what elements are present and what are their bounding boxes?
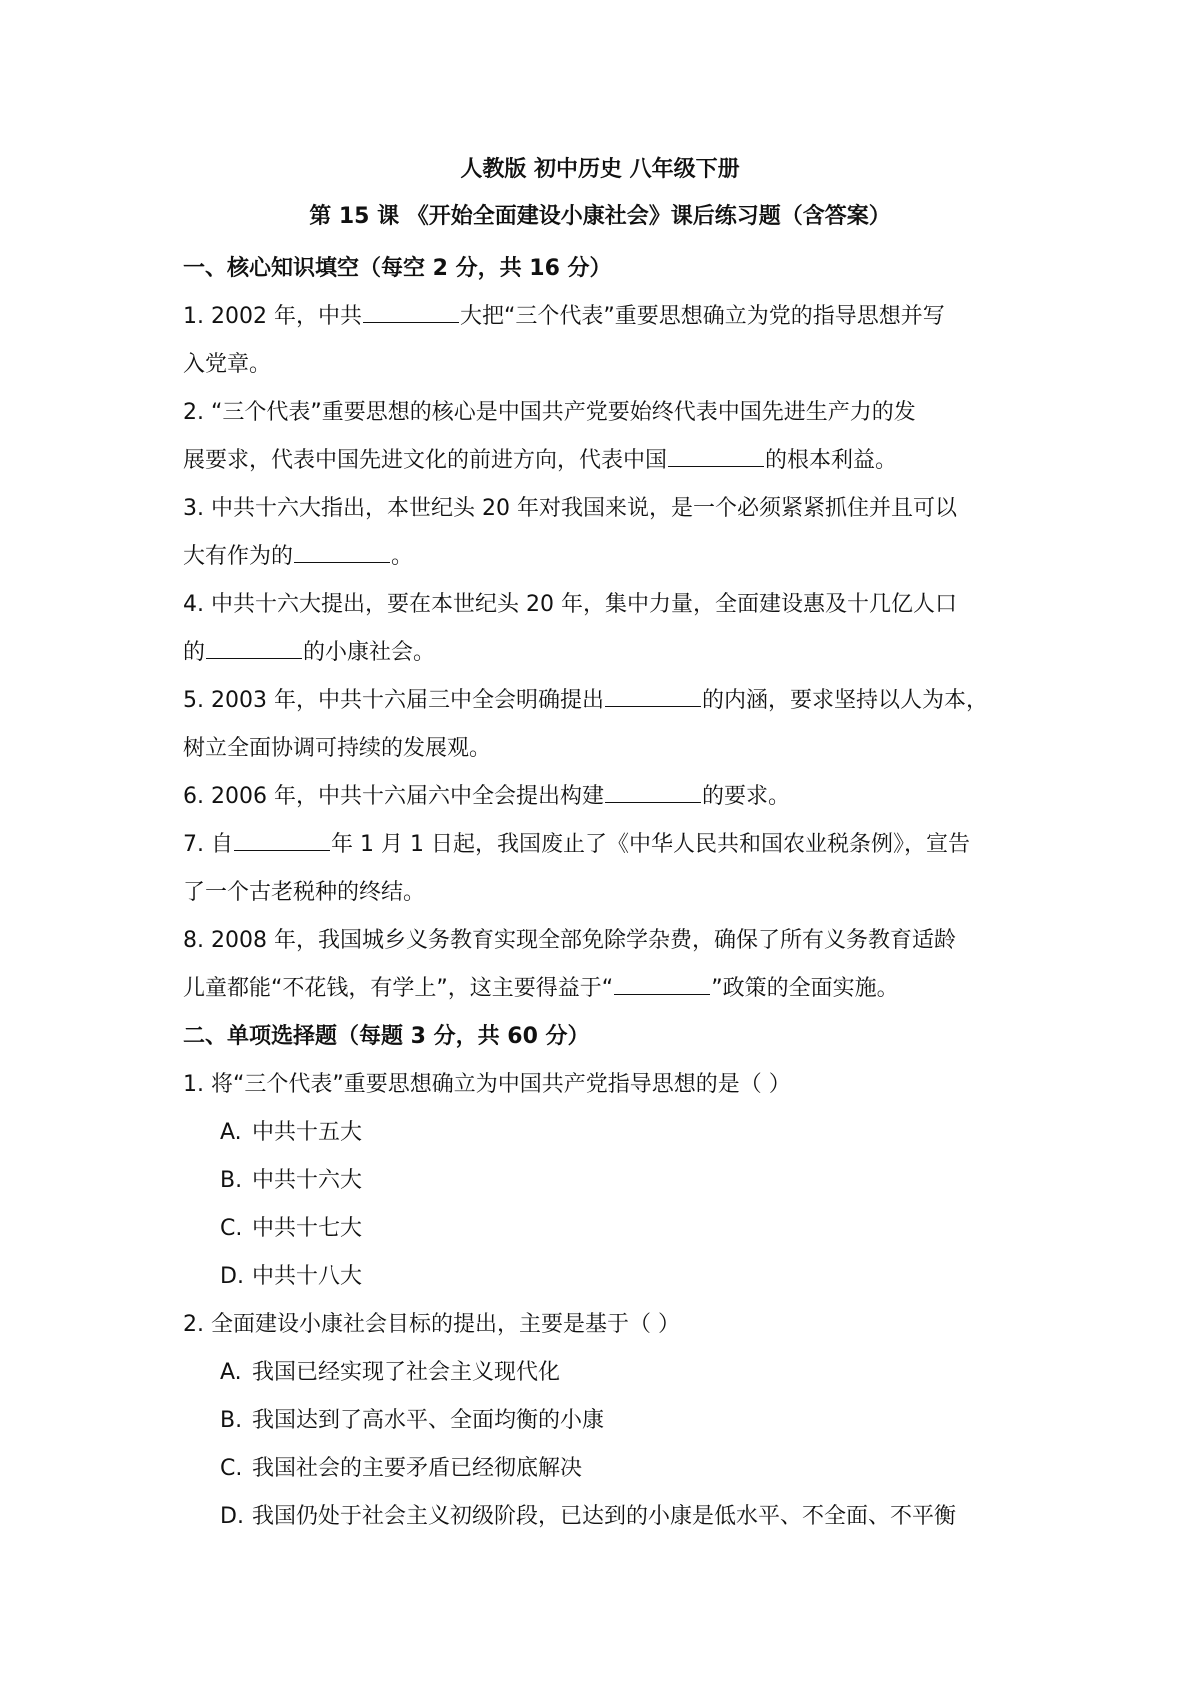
choice-question-1-option-b: B. 中共十六大 [220, 1168, 363, 1193]
fill-question-4-line-2: 的 的小康社会。 [183, 629, 1043, 677]
choice-question-2-option-d: D. 我国仍处于社会主义初级阶段，已达到的小康是低水平、不全面、不平衡 [220, 1504, 957, 1529]
section-heading-fill-in: 一、核心知识填空（每空 2 分，共 16 分） [183, 256, 612, 281]
document-body [183, 245, 1043, 1541]
choice-question-1-stem: 1. 将“三个代表”重要思想确立为中国共产党指导思想的是（ ） [183, 1072, 791, 1097]
document-title: 人教版 初中历史 八年级下册 [460, 157, 740, 182]
fill-question-2-line-2: 展要求，代表中国先进文化的前进方向，代表中国 的根本利益。 [183, 437, 1043, 485]
answer-blank [234, 828, 330, 851]
fill-question-4-line-1: 4. 中共十六大提出，要在本世纪头 20 年，集中力量，全面建设惠及十几亿人口 [183, 592, 957, 617]
document-subtitle: 第 15 课 《开始全面建设小康社会》课后练习题（含答案） [309, 204, 891, 229]
answer-blank [614, 972, 710, 995]
answer-blank [294, 540, 390, 563]
fill-question-7-line-2: 了一个古老税种的终结。 [183, 880, 426, 905]
answer-blank [206, 636, 302, 659]
fill-question-6-line-1: 6. 2006 年，中共十六届六中全会提出构建 的要求。 [183, 773, 1043, 821]
answer-blank [605, 684, 701, 707]
fill-question-3-line-2: 大有作为的 。 [183, 533, 1043, 581]
choice-question-2-option-b: B. 我国达到了高水平、全面均衡的小康 [220, 1408, 605, 1433]
fill-question-8-line-1: 8. 2008 年，我国城乡义务教育实现全部免除学杂费，确保了所有义务教育适龄 [183, 928, 956, 953]
fill-question-8-line-2: 儿童都能“不花钱，有学上”，这主要得益于“ ”政策的全面实施。 [183, 965, 1043, 1013]
answer-blank [605, 780, 701, 803]
choice-question-1-option-d: D. 中共十八大 [220, 1264, 363, 1289]
answer-blank [668, 444, 764, 467]
section-heading-multiple-choice: 二、单项选择题（每题 3 分，共 60 分） [183, 1024, 590, 1049]
fill-question-1-line-1: 1. 2002 年，中共 大把“三个代表”重要思想确立为党的指导思想并写 [183, 293, 1043, 341]
choice-question-2-option-c: C. 我国社会的主要矛盾已经彻底解决 [220, 1456, 583, 1481]
choice-question-2-stem: 2. 全面建设小康社会目标的提出，主要是基于（ ） [183, 1312, 680, 1337]
fill-question-7-line-1: 7. 自 年 1 月 1 日起，我国废止了《中华人民共和国农业税条例》，宣告 [183, 821, 1043, 869]
answer-blank [363, 300, 459, 323]
fill-question-5-line-2: 树立全面协调可持续的发展观。 [183, 736, 492, 761]
fill-question-5-line-1: 5. 2003 年，中共十六届三中全会明确提出 的内涵，要求坚持以人为本， [183, 677, 1043, 725]
choice-question-1-option-a: A. 中共十五大 [220, 1120, 363, 1145]
fill-question-3-line-1: 3. 中共十六大指出，本世纪头 20 年对我国来说，是一个必须紧紧抓住并且可以 [183, 496, 957, 521]
choice-question-1-option-c: C. 中共十七大 [220, 1216, 363, 1241]
fill-question-2-line-1: 2. “三个代表”重要思想的核心是中国共产党要始终代表中国先进生产力的发 [183, 400, 916, 425]
choice-question-2-option-a: A. 我国已经实现了社会主义现代化 [220, 1360, 561, 1385]
fill-question-1-line-2: 入党章。 [183, 352, 272, 377]
